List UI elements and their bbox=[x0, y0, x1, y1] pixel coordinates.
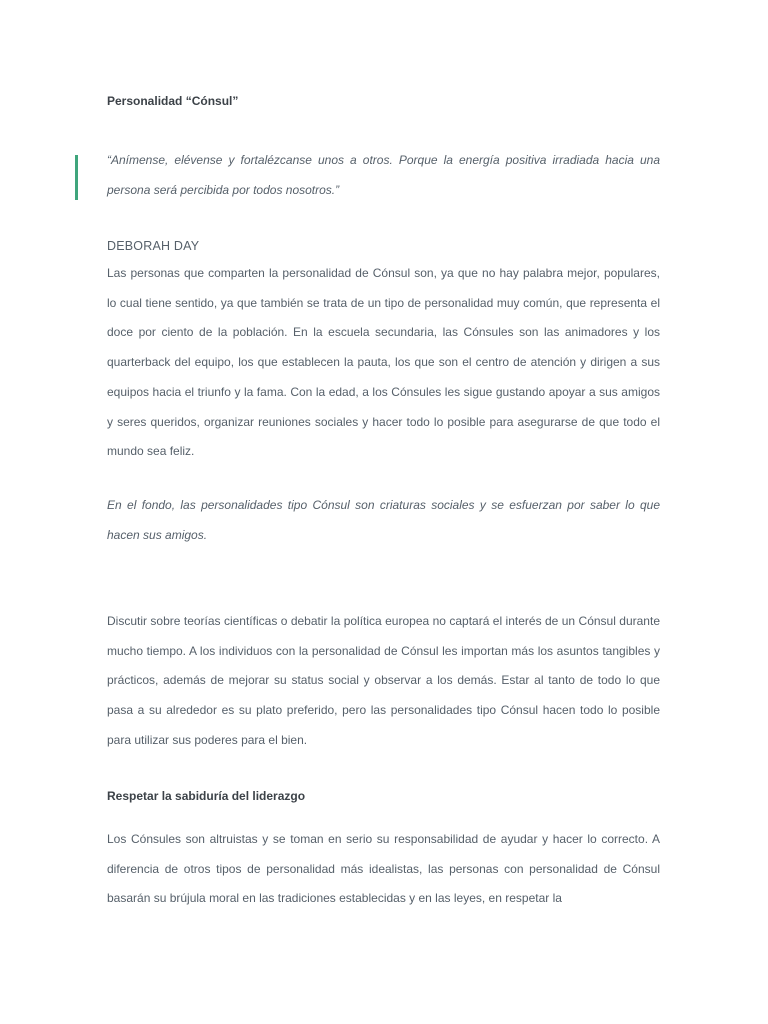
quote-text: “Anímense, elévense y fortalézcanse unos a otros. Porque la energía positiva irradiada hacia una persona será percibida por todos nosotros.” bbox=[107, 153, 660, 197]
page-title: Personalidad “Cónsul” bbox=[107, 94, 239, 108]
paragraph-1: Las personas que comparten la personalidad de Cónsul son, ya que no hay palabra mejor, populares, lo cual tiene sentido, ya que también se trata de un tipo de personalidad muy común, que representa el doce por ciento de la población. En la escuela secundaria, las Cónsules son las animadores y los quarterback del equipo, los que establecen la pauta, los que son el centro de atención y dirigen a sus equipos hacia el triunfo y la fama. Con la edad, a los Cónsules les sigue gustando apoyar a sus amigos y seres queridos, organizar reuniones sociales y hacer todo lo posible para asegurarse de que todo el mundo sea feliz. bbox=[107, 266, 660, 459]
paragraph-3: Discutir sobre teorías científicas o debatir la política europea no captará el interés de un Cónsul durante mucho tiempo. A los individuos con la personalidad de Cónsul les importan más los asuntos tangibles y prácticos, además de mejorar su status social y observar a los demás. Estar al tanto de todo lo que pasa a su alrededor es su plato preferido, pero las personalidades tipo Cónsul hacen todo lo posible para utilizar sus poderes para el bien. bbox=[107, 614, 660, 747]
paragraph-4: Los Cónsules son altruistas y se toman en serio su responsabilidad de ayudar y hacer lo correcto. A diferencia de otros tipos de personalidad más idealistas, las personas con personalidad de Cónsul basarán su brújula moral en las tradiciones establecidas y en las leyes, en respetar la bbox=[107, 832, 660, 906]
section-title: Respetar la sabiduría del liderazgo bbox=[107, 789, 306, 803]
quote-accent-bar bbox=[75, 155, 78, 200]
paragraph-2: En el fondo, las personalidades tipo Cónsul son criaturas sociales y se esfuerzan por saber lo que hacen sus amigos. bbox=[107, 498, 660, 542]
quote-author: DEBORAH DAY bbox=[107, 239, 200, 253]
